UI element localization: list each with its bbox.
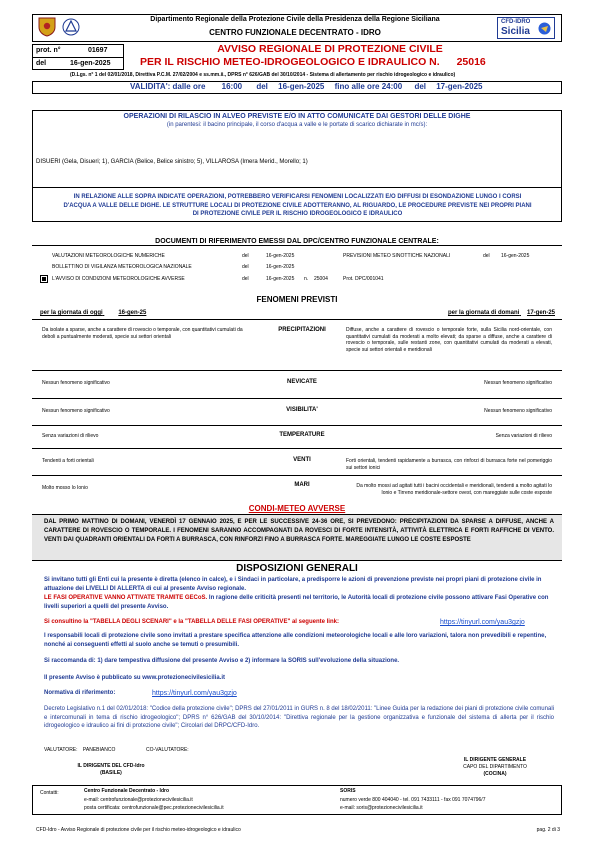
precip-today: Da isolate a sparse, anche a carattere di rovescio o temporale, con quantitativi cumulati da deboli a puntualmente moderati, specie sui settori orientali <box>42 327 243 340</box>
normativa-label: Normativa di riferimento: <box>44 690 116 696</box>
validity-to-date: 17-gen-2025 <box>436 82 483 91</box>
precip-label: PRECIPITAZIONI <box>278 327 326 333</box>
dam-list: DISUERI (Gela, Disueri; 1), GARCIA (Belice, Belice sinistro; 5), VILLAROSA (Imera Merid., Morello; 1) <box>36 159 308 165</box>
protocol-number: 01697 <box>88 47 108 54</box>
today-header: per la giornata di oggi 16-gen-25 <box>40 310 147 316</box>
validity-from-date: 16-gen-2025 <box>278 82 325 91</box>
valutatore: VALUTATORE: PANEBIANCO <box>44 747 116 753</box>
cfd-idro-logo: CFD-IDRO Sicilia <box>497 17 555 39</box>
visibility-label: VISIBILITA' <box>286 407 318 413</box>
cfd-contact-name: Centro Funzionale Decentrato - Idro <box>84 788 170 794</box>
footer-text: CFD-Idro - Avviso Regionale di protezione civile per il rischio meteo-idrogeologico e idraulico <box>36 827 241 833</box>
tomorrow-header: per la giornata di domani 17-gen-25 <box>447 310 555 316</box>
civil-protection-logo-icon <box>62 17 80 37</box>
decreto-text: Decreto Legislativo n.1 del 02/01/2018: "Codice della protezione civile"; DPRS del 27/01/2011 in GURS n. 8 del 18/02/2011: "Linee Guida per la redazione dei piani di protezione civile comunali e intercomunali in tema di rischio idrogeologico"; DPRS n° 626/GAB del 30/10/2014: "Direttiva regionale per la gestione organizzativa e funzionale del sistema di allerta per il rischio idrogeologico e idraulico ai fini di protezione civile"; Circolari del DRPC/CFD-Idro. <box>44 706 554 729</box>
snow-today: Nessun fenomeno significativo <box>42 380 110 386</box>
dam-operations-subtitle: (in parentesi: il bacino principale, il corso d'acqua a valle e le portate di scarico dichiarate in mc/s): <box>166 122 428 128</box>
dam-warning: IN RELAZIONE ALLE SOPRA INDICATE OPERAZIONI, POTREBBERO VERIFICARSI FENOMENI LOCALIZZATI E/O DIFFUSI DI ESONDAZIONE LUNGO I CORSI D'ACQUA A VALLE DELLE DIGHE. LE STRUTTURE LOCALI DI PROTEZIONE CIVILE ADOTTERANNO, AL RIGUARDO, LE PROCEDURE PREVISTE NEI PROPRI PIANI DI PROTEZIONE CIVILE PER IL RISCHIO IDROGEOLOGICO E IDRAULICO <box>63 194 532 217</box>
temp-today: Senza variazioni di rilievo <box>42 433 99 439</box>
snow-label: NEVICATE <box>287 379 317 385</box>
precip-tomorrow: Diffuse, anche a carattere di rovescio o temporale forte, sulla Sicilia nord-orientale, con quantitativi cumulati da moderati a molto elevati; da sparse a diffuse, anche a carattere di rovescio o temporale, sulle restanti zone, con quantitativi cumulati da moderati a elevati, specie sui settori orientali e meridionali <box>346 327 552 353</box>
soris-contact-email: e-mail: soris@protezionecivilesicilia.it <box>340 805 423 811</box>
protocol-date: 16-gen-2025 <box>70 60 111 67</box>
sea-tomorrow: Da molto mossi ad agitati tutti i bacini occidentali e meridionali, tendenti a molto agitati lo Ionio e Tirreno meridionale-settore ovest, con mareggiate sulle coste esposte <box>356 483 552 496</box>
avviso-number: 25016 <box>456 56 486 68</box>
sicily-map-icon <box>538 22 551 35</box>
visibility-tomorrow: Nessun fenomeno significativo <box>484 408 552 414</box>
page-number: pag. 2 di 3 <box>536 827 560 833</box>
department-name: Dipartimento Regionale della Protezione Civile della Presidenza della Regione Siciliana <box>150 16 440 23</box>
co-valutatore-label: CO-VALUTATORE: <box>146 747 189 753</box>
temp-label: TEMPERATURE <box>279 432 325 438</box>
avviso-subtitle: PER IL RISCHIO METEO-IDROGEOLOGICO E IDRAULICO N. 25016 <box>140 56 486 68</box>
provisions-p1: Si invitano tutti gli Enti cui la presente è diretta (elenco in calce), e i Sindaci in particolare, a predisporre le azioni di prevenzione previste nei propri piani di protezione civile in attuazione dei LIVELLI DI ALLERTA di cui al presente Avviso regionale. <box>44 577 542 592</box>
cfd-contact-pec: posta certificata: centrofunzionale@pec.protezionecivilesicilia.it <box>84 805 224 811</box>
dam-operations-title: OPERAZIONI DI RILASCIO IN ALVEO PREVISTE E/O IN ATTO COMUNICATE DAI GESTORI DELLE DIGHE <box>123 113 471 120</box>
cfd-contact-email: e-mail: centrofunzionale@protezionecivilesicilia.it <box>84 797 193 803</box>
general-provisions-title: DISPOSIZIONI GENERALI <box>236 563 358 574</box>
wind-label: VENTI <box>293 457 311 463</box>
sea-label: MARI <box>294 482 310 488</box>
centro-funzionale-name: CENTRO FUNZIONALE DECENTRATO - IDRO <box>209 28 381 37</box>
visibility-today: Nessun fenomeno significativo <box>42 408 110 414</box>
dirigente-generale: IL DIRIGENTE GENERALE CAPO DEL DIPARTIMENTO (COCINA) <box>463 757 527 777</box>
normativa-link[interactable]: https://tinyurl.com/yau3gzjo <box>152 690 237 697</box>
soris-contact-phone: numero verde 800 404040 - tel. 091 7433111 - fax 091 7074796/7 <box>340 797 486 803</box>
condi-meteo-title: CONDI-METEO AVVERSE <box>248 504 346 513</box>
soris-contact-name: SORIS <box>340 788 356 794</box>
wind-today: Tendenti a forti orientali <box>42 458 94 464</box>
date-label: del <box>36 60 47 67</box>
legal-references: (D.Lgs. n° 1 del 02/01/2018, Direttiva P.C.M. 27/02/2004 e ss.mm.ii., DPRS n° 626/GAB del 30/10/2014 - Sistema di allertamento per rischio idrogeologico e idraulico) <box>70 72 456 78</box>
condi-meteo-text: DAL PRIMO MATTINO DI DOMANI, VENERDÌ 17 GENNAIO 2025, E PER LE SUCCESSIVE 24-36 ORE, SI PREVEDONO: PRECIPITAZIONI DA SPARSE A DIFFUSE, ANCHE A CARATTERE DI ROVESCIO O TEMPORALE. I FENOMENI SARANNO ACCOMPAGNATI DA ROVESCI DI FORTE INTENSITÀ, ATTIVITÀ ELETTRICA E FORTI RAFFICHE DI VENTO. VENTI DAI QUADRANTI ORIENTALI DA FORTI A BURRASCA, CON RINFORZI FINO A BURRASCA FORTE. MAREGGIATE LUNGO LE COSTE ESPOSTE <box>44 519 554 543</box>
provisions-p6: Il presente Avviso è pubblicato su www.protezionecivilesicilia.it <box>44 675 226 681</box>
protocol-label: prot. n° <box>36 47 61 54</box>
provisions-p5: Si raccomanda di: 1) dare tempestiva diffusione del presente Avviso e 2) informare la SORIS sull'evoluzione della situazione. <box>44 658 400 664</box>
validity-row: VALIDITA': dalle ore 16:00 del 16-gen-2025 fino alle ore 24:00 del 17-gen-2025 <box>130 82 483 91</box>
temp-tomorrow: Senza variazioni di rilievo <box>495 433 552 439</box>
provisions-p2: LE FASI OPERATIVE VANNO ATTIVATE TRAMITE GECoS. In ragione delle criticità presenti nel territorio, le Autorità locali di protezione civile possono attivare Fasi Operative con livelli superiori a quelli del presente Avviso. <box>44 595 549 610</box>
validity-from-time: 16:00 <box>221 82 243 91</box>
contacts-label: Contatti: <box>40 790 59 796</box>
snow-tomorrow: Nessun fenomeno significativo <box>484 380 552 386</box>
dirigente-cfd: IL DIRIGENTE DEL CFD-Idro (BASILE) <box>77 763 145 776</box>
provisions-p4: I responsabili locali di protezione civile sono invitati a prestare specifica attenzione alle condizioni meteorologiche locali e alle loro variazioni, talora non prevedibili e repentine, nonché ai conseguenti effetti al suolo anche se temuti o presumibili. <box>44 633 547 648</box>
sicily-coat-of-arms-icon <box>38 17 56 37</box>
avviso-checkbox[interactable] <box>40 275 48 283</box>
avviso-title: AVVISO REGIONALE DI PROTEZIONE CIVILE <box>217 43 443 55</box>
wind-tomorrow: Forti orientali, tendenti rapidamente a burrasca, con rinforzi di burrasca forte nel pomeriggio sui settori ionici <box>346 458 552 471</box>
sea-today: Molto mosso lo Ionio <box>42 485 88 491</box>
scenari-link[interactable]: https://tinyurl.com/yau3gzjo <box>440 619 525 626</box>
provisions-p3: Si consultino la "TABELLA DEGLI SCENARI" e la "TABELLA DELLE FASI OPERATIVE" al seguente link: https://tinyurl.com/yau3gzjo <box>44 619 525 626</box>
reference-documents-title: DOCUMENTI DI RIFERIMENTO EMESSI DAL DPC/CENTRO FUNZIONALE CENTRALE: <box>155 238 439 245</box>
phenomena-title: FENOMENI PREVISTI <box>256 295 338 304</box>
